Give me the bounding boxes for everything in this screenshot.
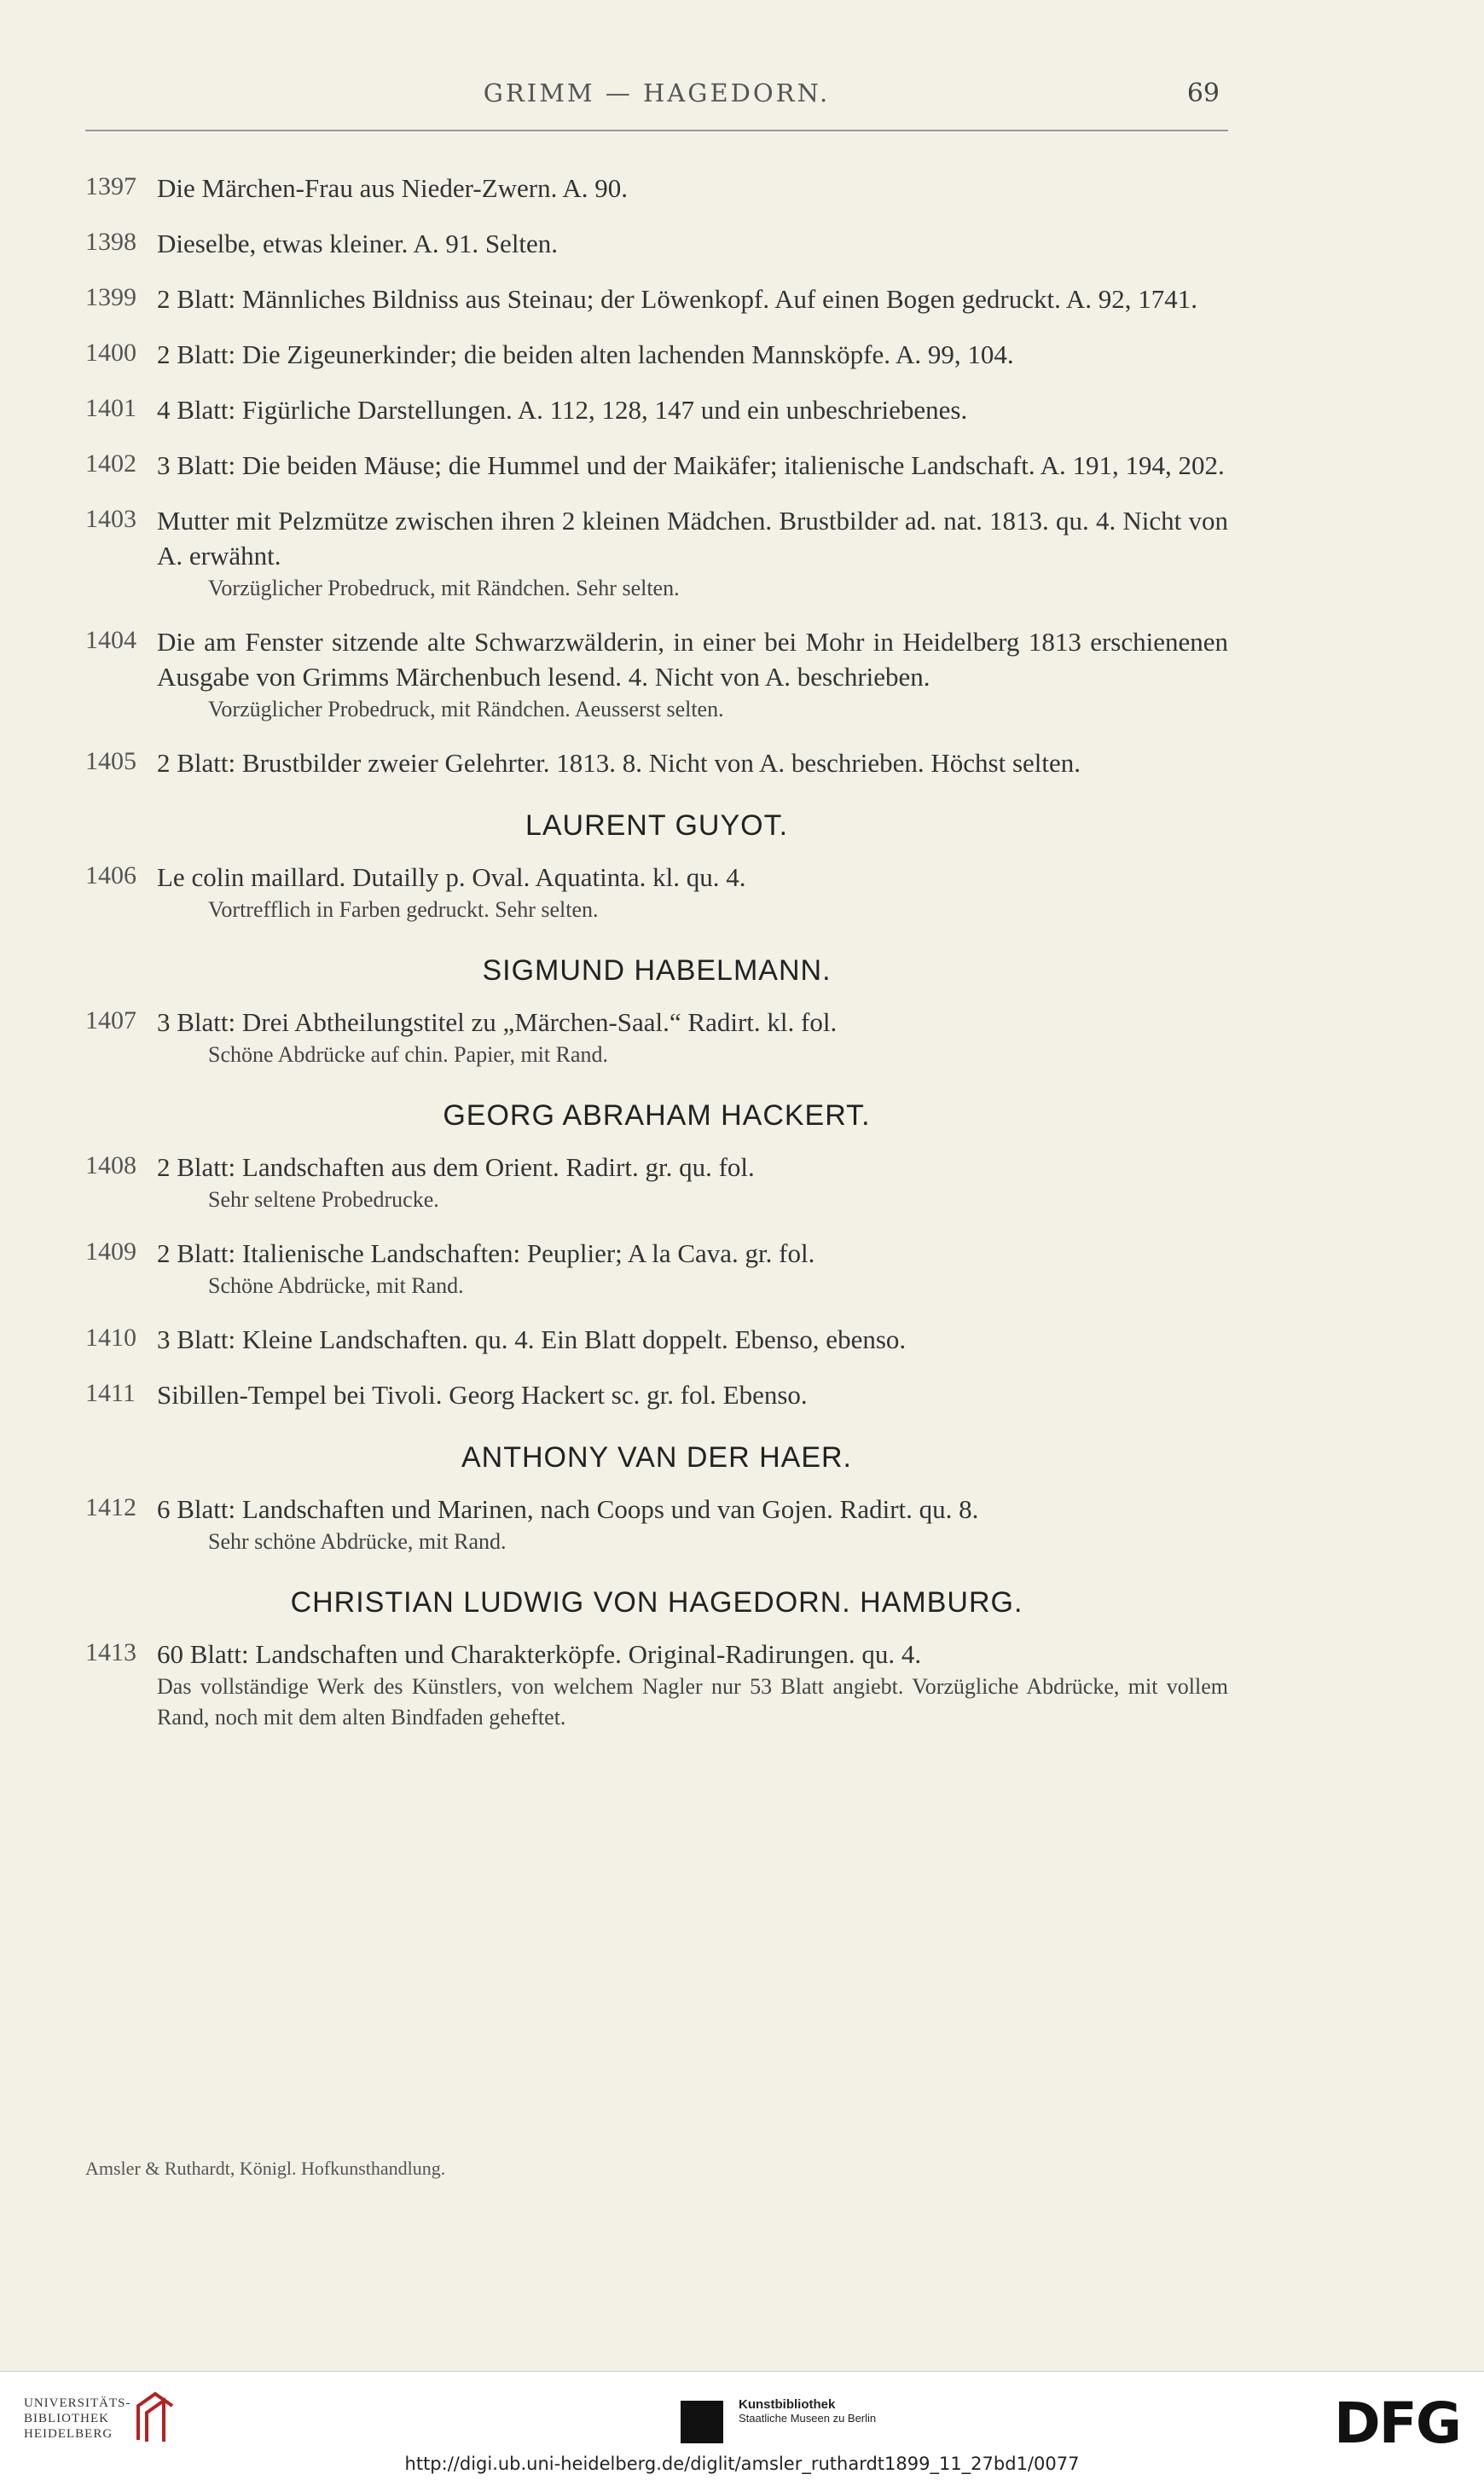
entry-number: 1409: [85, 1237, 136, 1266]
dfg-logo[interactable]: DFG: [1333, 2390, 1460, 2456]
catalog-entry: [85, 1492, 1228, 1557]
entry-description: 2 Blatt: Die Zigeunerkinder; die beiden alten lachenden Mannsköpfe. A. 99, 104.: [157, 339, 1014, 369]
kunstbibliothek-name: Kunstbibliothek: [739, 2397, 836, 2412]
entry-description: 2 Blatt: Männliches Bildniss aus Steinau; der Löwenkopf. Auf einen Bogen gedruckt. A. 92, 1741.: [157, 284, 1198, 314]
section-heading-guyot: LAURENT GUYOT.: [525, 809, 789, 842]
entries-list: [85, 1492, 1228, 1557]
entry-number: 1400: [85, 339, 136, 367]
publisher-imprint: Amsler & Ruthardt, Königl. Hofkunsthandlung.: [85, 2158, 446, 2179]
catalog-entry: [85, 1005, 1228, 1070]
entries-list: [85, 1005, 1228, 1070]
catalog-entry: [85, 171, 1228, 206]
entry-description: Die am Fenster sitzende alte Schwarzwälderin, in einer bei Mohr in Heidelberg 1813 erschienenen Ausgabe von Grimms Märchenbuch lesend. 4. Nicht von A. beschrieben.: [157, 627, 1228, 692]
entry-number: 1402: [85, 449, 136, 478]
entry-number: 1407: [85, 1006, 136, 1034]
section-heading-habelmann: SIGMUND HABELMANN.: [482, 954, 832, 987]
entry-description: 3 Blatt: Kleine Landschaften. qu. 4. Ein Blatt doppelt. Ebenso, ebenso.: [157, 1324, 907, 1354]
entry-description: 4 Blatt: Figürliche Darstellungen. A. 112, 128, 147 und ein unbeschriebenes.: [157, 395, 968, 425]
catalog-entry: [85, 1236, 1228, 1301]
entry-description: 3 Blatt: Drei Abtheilungstitel zu „Märchen-Saal.“ Radirt. kl. fol.: [157, 1007, 838, 1037]
catalog-entry: [85, 1150, 1228, 1215]
entry-description: 60 Blatt: Landschaften und Charakterköpfe. Original-Radirungen. qu. 4.: [157, 1639, 922, 1669]
entry-number: 1399: [85, 283, 136, 311]
catalog-entry: [85, 1377, 1228, 1412]
catalog-entry: [85, 1322, 1228, 1357]
section-heading-haer: ANTHONY VAN DER HAER.: [461, 1441, 853, 1474]
entry-description: Die Märchen-Frau aus Nieder-Zwern. A. 90.: [157, 173, 629, 203]
entry-number: 1413: [85, 1638, 136, 1666]
uni-logo-line: HEIDELBERG: [24, 2427, 113, 2441]
kunstbibliothek-text: [739, 2397, 994, 2425]
entries-list: [85, 1637, 1228, 1733]
entry-number: 1404: [85, 626, 136, 654]
viewer-footer: [0, 2371, 1484, 2480]
entry-number: 1398: [85, 228, 136, 256]
kunstbibliothek-subtitle: Staatliche Museen zu Berlin: [739, 2412, 877, 2425]
running-head: [85, 78, 1228, 131]
entry-description: 3 Blatt: Die beiden Mäuse; die Hummel und der Maikäfer; italienische Landschaft. A. 191, 194, 202.: [157, 450, 1225, 480]
entry-note: Schöne Abdrücke auf chin. Papier, mit Rand.: [208, 1042, 609, 1067]
entries-list: [85, 1150, 1228, 1412]
entry-description: Le colin maillard. Dutailly p. Oval. Aquatinta. kl. qu. 4.: [157, 862, 746, 892]
heidelberg-logo-icon: [135, 2389, 176, 2448]
entry-description: Sibillen-Tempel bei Tivoli. Georg Hackert sc. gr. fol. Ebenso.: [157, 1380, 808, 1410]
catalog-entry: [85, 624, 1228, 725]
entry-number: 1412: [85, 1493, 136, 1521]
entry-number: 1411: [85, 1379, 136, 1407]
catalog-entry: [85, 448, 1228, 483]
entry-number: 1403: [85, 505, 136, 533]
entry-number: 1397: [85, 172, 136, 200]
running-title: GRIMM — HAGEDORN.: [483, 78, 831, 107]
entry-note: Sehr seltene Probedrucke.: [208, 1187, 439, 1212]
catalog-entry: [85, 281, 1228, 316]
entry-note: Das vollständige Werk des Künstlers, von welchem Nagler nur 53 Blatt angiebt. Vorzügliche Abdrücke, mit vollem Rand, noch mit dem alten Bindfaden geheftet.: [157, 1674, 1228, 1730]
catalog-entry: [85, 745, 1228, 780]
entry-description: Mutter mit Pelzmütze zwischen ihren 2 kleinen Mädchen. Brustbilder ad. nat. 1813. qu. 4. Nicht von A. erwähnt.: [157, 506, 1228, 571]
entries-list: [85, 860, 1228, 925]
section-heading-hackert: GEORG ABRAHAM HACKERT.: [443, 1099, 871, 1132]
entry-note: Schöne Abdrücke, mit Rand.: [208, 1273, 464, 1298]
entry-description: 2 Blatt: Italienische Landschaften: Peuplier; A la Cava. gr. fol.: [157, 1238, 815, 1268]
catalog-entry: [85, 392, 1228, 427]
entry-note: Vorzüglicher Probedruck, mit Rändchen. Aeusserst selten.: [208, 697, 724, 721]
university-library-logo[interactable]: [24, 2396, 131, 2442]
catalog-entry: [85, 226, 1228, 261]
entry-description: 2 Blatt: Landschaften aus dem Orient. Radirt. gr. qu. fol.: [157, 1152, 755, 1182]
page-number: 69: [1186, 78, 1220, 108]
kunstbibliothek-mark-icon: [681, 2401, 723, 2443]
entry-number: 1401: [85, 394, 136, 422]
entry-number: 1410: [85, 1324, 136, 1352]
entry-number: 1408: [85, 1151, 136, 1179]
catalog-content: [85, 171, 1228, 1753]
entry-note: Sehr schöne Abdrücke, mit Rand.: [208, 1529, 507, 1554]
entries-list: [85, 171, 1228, 780]
entry-note: Vortrefflich in Farben gedruckt. Sehr selten.: [208, 897, 599, 922]
permalink-url[interactable]: http://digi.ub.uni-heidelberg.de/diglit/amsler_ruthardt1899_11_27bd1/0077: [404, 2454, 1080, 2474]
catalog-entry: [85, 1637, 1228, 1733]
uni-logo-line: UNIVERSITÄTS-: [24, 2396, 131, 2410]
entry-number: 1406: [85, 861, 136, 889]
entry-description: 2 Blatt: Brustbilder zweier Gelehrter. 1813. 8. Nicht von A. beschrieben. Höchst selten.: [157, 748, 1081, 778]
entry-note: Vorzüglicher Probedruck, mit Rändchen. Sehr selten.: [208, 576, 680, 600]
entry-number: 1405: [85, 747, 136, 775]
entry-description: Dieselbe, etwas kleiner. A. 91. Selten.: [157, 229, 559, 258]
catalog-entry: [85, 337, 1228, 372]
section-heading-hagedorn: CHRISTIAN LUDWIG VON HAGEDORN. HAMBURG.: [290, 1586, 1023, 1619]
catalog-entry: [85, 860, 1228, 925]
entry-description: 6 Blatt: Landschaften und Marinen, nach Coops und van Gojen. Radirt. qu. 8.: [157, 1494, 979, 1524]
catalog-entry: [85, 503, 1228, 604]
uni-logo-line: BIBLIOTHEK: [24, 2412, 109, 2425]
